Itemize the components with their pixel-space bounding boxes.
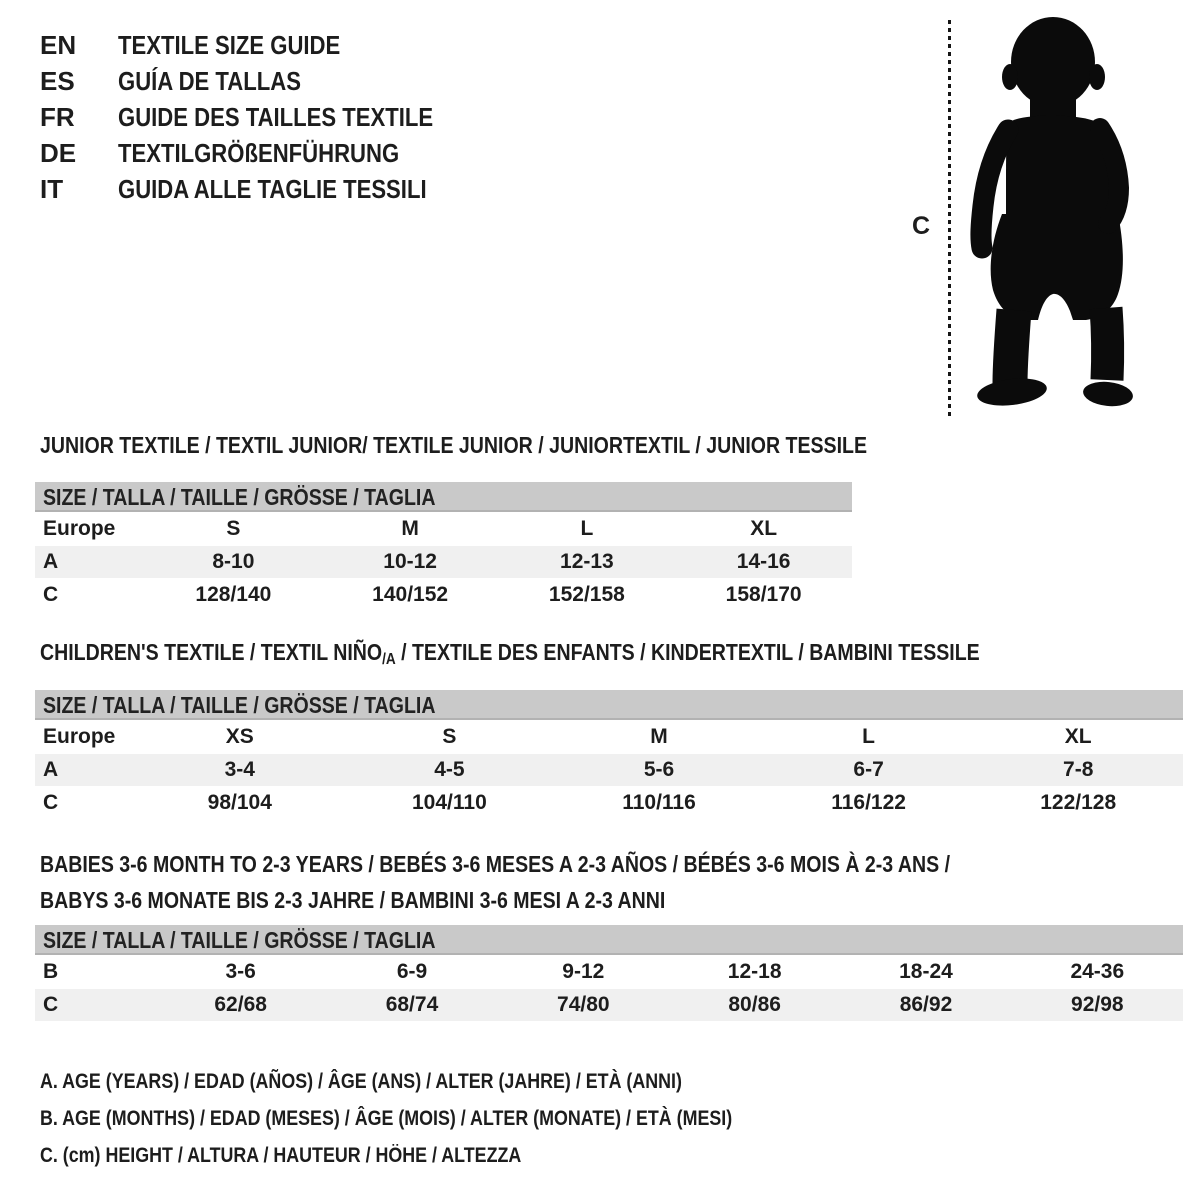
- value-cell: 68/74: [385, 993, 439, 1016]
- height-measure-dashed-line: [948, 20, 951, 416]
- junior-section-title-text: JUNIOR TEXTILE / TEXTIL JUNIOR/ TEXTILE JUNIOR / JUNIORTEXTIL / JUNIOR TESSILE: [40, 432, 868, 458]
- children-section-title-text: [40, 640, 980, 672]
- language-code: ES: [40, 65, 75, 96]
- value-cell: 3-4: [224, 758, 255, 781]
- value-cell: 12-13: [560, 550, 614, 573]
- column-header-cell: XL: [750, 517, 778, 540]
- children-height-row: [35, 786, 1183, 820]
- junior-size-header-text: SIZE / TALLA / TAILLE / GRÖSSE / TAGLIA: [43, 484, 436, 510]
- value-cell: 122/128: [1040, 791, 1117, 814]
- value-cell: 12-18: [727, 960, 782, 983]
- column-header-cell: XS: [225, 725, 254, 748]
- babies-size-table: [35, 925, 1183, 1021]
- legend-line-a: [40, 1063, 854, 1100]
- junior-size-table: [35, 482, 852, 612]
- value-cell: 9-12: [562, 960, 605, 983]
- toddler-silhouette: [962, 14, 1134, 414]
- value-cell: 3-6: [225, 960, 256, 983]
- babies-height-row: [35, 989, 1183, 1021]
- legend: [40, 1063, 854, 1174]
- guide-title-en: TEXTILE SIZE GUIDE: [118, 29, 341, 60]
- row-label-cell: C: [43, 791, 59, 814]
- junior-section-title: [40, 433, 1013, 458]
- babies-size-header-text: SIZE / TALLA / TAILLE / GRÖSSE / TAGLIA: [43, 927, 436, 953]
- children-size-header-bar: [35, 690, 1183, 720]
- babies-section-title-line1-text: BABIES 3-6 MONTH TO 2-3 YEARS / BEBÉS 3-6 MESES A 2-3 AÑOS / BÉBÉS 3-6 MOIS À 2-3 ANS /: [40, 851, 951, 877]
- value-cell: 6-7: [853, 758, 884, 781]
- legend-line-b: [40, 1100, 854, 1137]
- value-cell: 110/116: [622, 791, 696, 814]
- language-row-it: [40, 171, 489, 207]
- language-title-list: [40, 27, 489, 207]
- children-title-rest: / TEXTILE DES ENFANTS / KINDERTEXTIL / BAMBINI TESSILE: [395, 639, 980, 665]
- row-label-cell: B: [43, 960, 59, 983]
- language-code: IT: [40, 173, 64, 204]
- babies-size-header-bar: [35, 925, 1183, 955]
- row-label-cell: A: [43, 550, 59, 573]
- row-label-cell: C: [43, 993, 59, 1016]
- junior-age-row: [35, 546, 852, 578]
- junior-size-header-bar: [35, 482, 852, 512]
- value-cell: 14-16: [736, 550, 791, 573]
- value-cell: 74/80: [557, 993, 610, 1016]
- babies-section-title-line2: [40, 888, 776, 913]
- height-measure-label: C: [912, 212, 931, 240]
- guide-title-es: GUÍA DE TALLAS: [118, 65, 301, 96]
- value-cell: 86/92: [899, 993, 953, 1016]
- column-header-cell: L: [862, 725, 875, 748]
- value-cell: 62/68: [214, 993, 267, 1016]
- row-label-cell: C: [43, 583, 59, 606]
- value-cell: 24-36: [1070, 960, 1125, 983]
- value-cell: 6-9: [396, 960, 428, 983]
- value-cell: 140/152: [372, 583, 449, 606]
- value-cell: 116/122: [831, 791, 906, 814]
- region-label: Europe: [43, 517, 116, 540]
- guide-title-it: GUIDA ALLE TAGLIE TESSILI: [118, 173, 427, 204]
- value-cell: 92/98: [1071, 993, 1124, 1016]
- children-size-header-text: SIZE / TALLA / TAILLE / GRÖSSE / TAGLIA: [43, 692, 436, 718]
- children-title-main: CHILDREN'S TEXTILE / TEXTIL NIÑO: [40, 639, 383, 665]
- legend-line-a-text: A. AGE (YEARS) / EDAD (AÑOS) / ÂGE (ANS) / ALTER (JAHRE) / ETÀ (ANNI): [40, 1070, 682, 1093]
- language-row-de: [40, 135, 489, 171]
- legend-line-b-text: B. AGE (MONTHS) / EDAD (MESES) / ÂGE (MOIS) / ALTER (MONATE) / ETÀ (MESI): [40, 1107, 733, 1130]
- row-label-cell: A: [43, 758, 59, 781]
- babies-section-title-line2-text: BABYS 3-6 MONATE BIS 2-3 JAHRE / BAMBINI 3-6 MESI A 2-3 ANNI: [40, 887, 666, 913]
- children-age-row: [35, 754, 1183, 786]
- children-columns-row: [35, 720, 1183, 754]
- value-cell: 152/158: [548, 583, 625, 606]
- value-cell: 5-6: [643, 758, 675, 781]
- column-header-cell: XL: [1064, 725, 1092, 748]
- children-title-sub: /A: [382, 651, 396, 668]
- children-section-title: [40, 640, 1146, 672]
- value-cell: 4-5: [434, 758, 465, 781]
- junior-height-row: [35, 578, 852, 612]
- value-cell: 128/140: [195, 583, 272, 606]
- language-code: EN: [40, 29, 77, 60]
- value-cell: 98/104: [207, 791, 272, 814]
- language-code: FR: [40, 101, 75, 132]
- value-cell: 10-12: [383, 550, 437, 573]
- guide-title-fr: GUIDE DES TAILLES TEXTILE: [118, 101, 434, 132]
- region-label: Europe: [43, 725, 116, 748]
- babies-section-title-line1: [40, 852, 1111, 877]
- guide-title-de: TEXTILGRÖßENFÜHRUNG: [118, 137, 400, 168]
- value-cell: 7-8: [1063, 758, 1094, 781]
- children-size-table: [35, 690, 1183, 820]
- value-cell: 158/170: [725, 583, 802, 606]
- legend-line-c-text: C. (cm) HEIGHT / ALTURA / HAUTEUR / HÖHE / ALTEZZA: [40, 1144, 522, 1167]
- column-header-cell: S: [226, 517, 241, 540]
- column-header-cell: M: [650, 725, 668, 748]
- junior-columns-row: [35, 512, 852, 546]
- value-cell: 104/110: [412, 791, 487, 814]
- column-header-cell: L: [580, 517, 594, 540]
- language-code: DE: [40, 137, 77, 168]
- column-header-cell: M: [401, 517, 419, 540]
- language-row-fr: [40, 99, 489, 135]
- column-header-cell: S: [442, 725, 457, 748]
- legend-line-c: [40, 1137, 854, 1174]
- babies-months-row: [35, 955, 1183, 989]
- value-cell: 8-10: [212, 550, 255, 573]
- value-cell: 18-24: [899, 960, 953, 983]
- value-cell: 80/86: [728, 993, 781, 1016]
- language-row-es: [40, 63, 489, 99]
- language-row-en: [40, 27, 489, 63]
